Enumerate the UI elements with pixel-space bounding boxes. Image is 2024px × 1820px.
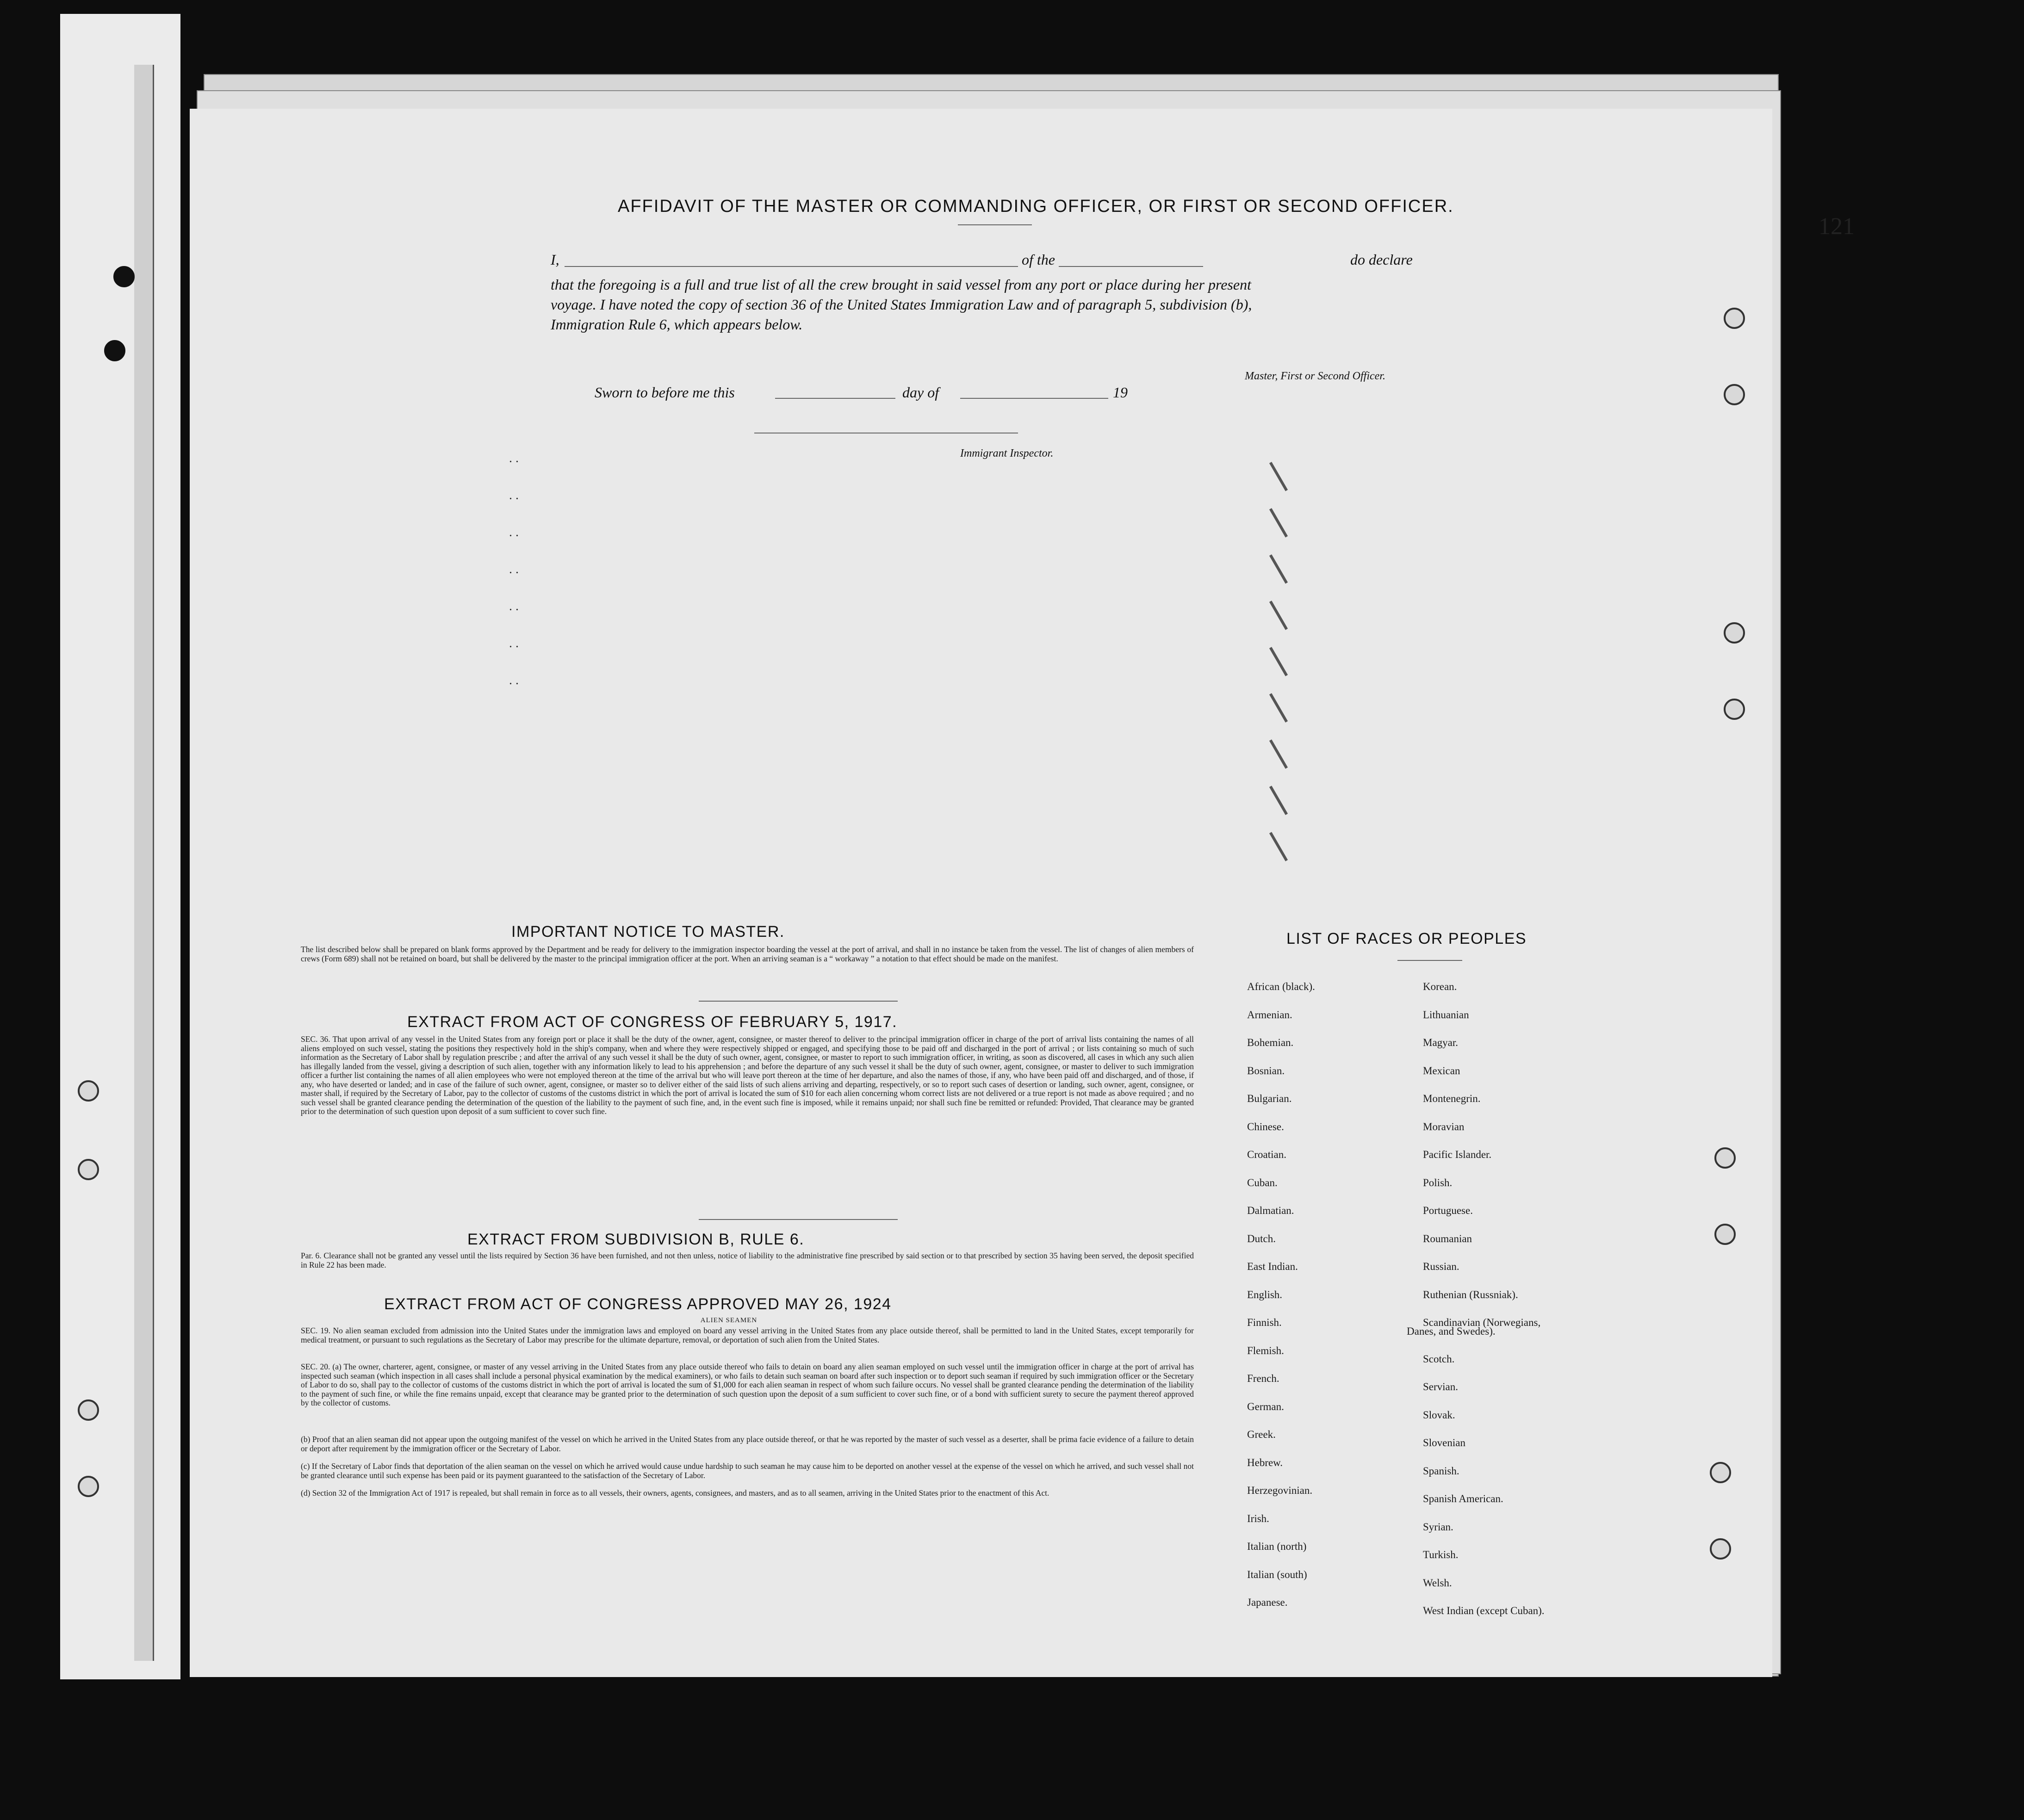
race-item: Croatian. [1247,1149,1286,1160]
check-mark [1269,462,1288,491]
affidavit-title: AFFIDAVIT OF THE MASTER OR COMMANDING OFFICER, OR FIRST OR SECOND OFFICER. [618,197,1454,216]
race-item: Scotch. [1423,1353,1455,1365]
race-item: Japanese. [1247,1597,1288,1608]
section-rule [699,1219,898,1220]
race-item: Spanish. [1423,1465,1459,1477]
inspector-label: Immigrant Inspector. [960,447,1054,459]
notice-text: The list described below shall be prepared on blank forms approved by the Department and be ready for delivery to the immigration inspector boarding the vessel at the port of arrival, and shall in no instance be taken from the vessel. The list of changes of alien members of crews (Form 689) shall not be retained on board, but shall be delivered by the master to the principal immigration officer at the port. When an arriving seaman is a “ workaway ” a notation to that effect should be made on the manifest. [301,945,1194,963]
document-page [190,109,1772,1677]
race-item: Pacific Islander. [1423,1149,1492,1160]
race-item: Greek. [1247,1429,1276,1440]
check-mark [1269,647,1288,676]
race-item: Bohemian. [1247,1037,1294,1048]
year-label: 19 [1113,384,1128,401]
race-item: Bulgarian. [1247,1093,1292,1104]
race-item: Korean. [1423,981,1457,992]
race-item: Slovenian [1423,1437,1465,1449]
binder-strip [60,14,180,1679]
race-item: African (black). [1247,981,1315,992]
punch-hole [78,1476,99,1497]
extract-1917-title: EXTRACT FROM ACT OF CONGRESS OF FEBRUARY 5, 1917. [407,1013,898,1031]
punch-hole [1724,384,1745,405]
race-item: Slovak. [1423,1409,1455,1421]
page-stack-edge [134,65,154,1661]
sworn-label: Sworn to before me this [595,384,735,401]
day-of-label: day of [902,384,939,401]
race-continuation: Danes, and Swedes). [1407,1325,1496,1337]
race-item: Turkish. [1423,1549,1459,1560]
extract-1924-subtitle: ALIEN SEAMEN [700,1317,757,1324]
extract-1924-sec20c: (c) If the Secretary of Labor finds that deportation of the alien seaman on the vessel on which he arrived would cause undue hardship to such seaman he may cause him to be deported on another vessel at the expense of the vessel on which he arrived, and such vessel shall not be granted clearance until such expense has been paid or its payment guaranteed to the satisfaction of the Secretary of Labor. [301,1461,1194,1480]
extract-1924-sec20: SEC. 20. (a) The owner, charterer, agent, consignee, or master of any vessel arriving in the United States from any place outside thereof who fails to detain on board any alien seaman employed on such vessel until the immigration officer in charge at the port of arrival has inspected such seaman (which inspection in all cases shall include a personal physical examination by the medical examiners), or who fails to detain such seaman on board after such inspection or to deport such seaman if required by such immigration officer or the Secretary of Labor to do so, shall pay to the collector of customs of the customs district in which the port of arrival is located the sum of $1,000 for each alien seaman in respect of whom such failure occurs. No vessel shall be granted clearance pending the determination of the liability to the payment of such fine, or while the fine remains unpaid, except that clearance may be granted prior to the determination of such question upon the deposit of a sum sufficient to cover such fine, or of a bond with sufficient surety to secure the payment thereof approved by the collector of customs. [301,1362,1194,1407]
title-rule [958,224,1032,225]
check-mark [1269,693,1288,723]
check-mark [1269,739,1288,769]
affidavit-line3: voyage. I have noted the copy of section 36 of the United States Immigration Law and of paragraph 5, subdivision (b), [551,296,1252,313]
affidavit-i: I, [551,251,559,268]
stray-mark: . . [509,636,519,650]
race-item: Montenegrin. [1423,1093,1481,1104]
race-item: Mexican [1423,1065,1460,1077]
punch-hole [78,1399,99,1421]
notice-title: IMPORTANT NOTICE TO MASTER. [511,923,785,941]
punch-hole [1714,1224,1736,1245]
race-item: English. [1247,1288,1283,1300]
month-blank [960,398,1108,399]
races-title: LIST OF RACES OR PEOPLES [1286,930,1527,947]
master-signature-label: Master, First or Second Officer. [1245,370,1385,382]
race-item: French. [1247,1373,1279,1384]
race-item: Finnish. [1247,1317,1282,1328]
stray-mark: . . [509,673,519,687]
race-item: Italian (south) [1247,1568,1307,1580]
race-item: German. [1247,1400,1284,1412]
extract-1924-sec20d: (d) Section 32 of the Immigration Act of 1917 is repealed, but shall remain in force as to all vessels, their owners, agents, consignees, and masters, and as to all seamen, arriving in the United States prior to the enactment of this Act. [301,1488,1049,1498]
section-rule [699,1001,898,1002]
extract-1924-title: EXTRACT FROM ACT OF CONGRESS APPROVED MAY 26, 1924 [384,1295,892,1313]
race-item: Lithuanian [1423,1009,1469,1021]
race-item: Spanish American. [1423,1493,1503,1504]
race-item: Ruthenian (Russniak). [1423,1288,1518,1300]
stray-mark: . . [509,525,519,539]
race-item: Russian. [1423,1261,1459,1272]
race-item: Italian (north) [1247,1541,1307,1552]
extract-rule6-title: EXTRACT FROM SUBDIVISION B, RULE 6. [467,1231,805,1248]
punch-hole [104,340,125,361]
stray-mark: . . [509,488,519,502]
check-mark [1269,554,1288,584]
name-blank [565,266,1203,267]
check-mark [1269,786,1288,815]
race-item: Syrian. [1423,1521,1453,1533]
race-item: Dalmatian. [1247,1205,1294,1216]
extract-rule6-text: Par. 6. Clearance shall not be granted any vessel until the lists required by Section 36 have been furnished, and not then unless, notice of liability to the administrative fine prescribed by said section or to that prescribed by section 35 having been served, the deposit specified in Rule 22 has been made. [301,1251,1194,1269]
punch-hole [1724,308,1745,329]
check-mark [1269,508,1288,538]
race-item: Servian. [1423,1381,1459,1393]
race-item: Cuban. [1247,1176,1278,1189]
punch-hole [113,266,135,287]
race-item: Bosnian. [1247,1065,1285,1077]
check-mark [1269,832,1288,861]
race-item: Polish. [1423,1176,1453,1189]
day-blank [775,398,895,399]
races-rule [1397,960,1462,961]
race-item: East Indian. [1247,1261,1298,1272]
race-item: Chinese. [1247,1120,1284,1133]
extract-1924-sec20b: (b) Proof that an alien seaman did not appear upon the outgoing manifest of the vessel on which he arrived in the United States from any place outside thereof, or that he was reported by the master of such vessel as a deserter, shall be prima facie evidence of a failure to detain or deport after requirement by the immigration officer or the Secretary of Labor. [301,1435,1194,1453]
race-item: Dutch. [1247,1232,1276,1244]
race-item: Portuguese. [1423,1205,1473,1216]
affidavit-of-the: of the [1018,251,1059,268]
check-mark [1269,600,1288,630]
stray-mark: . . [509,599,519,613]
punch-hole [1724,699,1745,720]
extract-1917-text: SEC. 36. That upon arrival of any vessel in the United States from any foreign port or place it shall be the duty of the owner, agent, consignee, or master thereof to deliver to the principal immigration officer in charge of the port of arrival lists containing the names of all aliens employed on such vessel, stating the positions they respectively hold in the ship's company, when and where they were respectively shipped or engaged, and specifying those to be paid off and discharged in the port of arrival ; or lists containing so much of such information as the Secretary of Labor shall by regulation prescribe ; and after the arrival of any such vessel it shall be the duty of such owner, agent, consignee, or master to report to such immigration officer, in writing, as soon as discovered, all cases in which any such alien has illegally landed from the vessel, giving a description of such alien, together with any information likely to lead to his apprehension ; and before the departure of any such vessel it shall be the duty of such owner, agent, consignee, or master to deliver to such immigration officer a further list containing the names of all alien employees who were not employed thereon at the time of the arrival but who will leave port thereon at the time of her departure, and also the names of those, if any, who have been paid off and discharged, and of those, if any, who have deserted or landed; and in case of the failure of such owner, agent, consignee, or master so to deliver either of the said lists of such aliens arriving and departing, respectively, or so to report such cases of desertion or landing, such owner, agent, consignee, or master shall, if required by the Secretary of Labor, pay to the collector of customs of the customs district in which the port of arrival is located the sum of $10 for each alien concerning whom correct lists are not delivered or a true report is not made as above required ; and no such vessel shall be granted clearance pending the determination of the question of the liability to the payment of such fine, and, in the event such fine is imposed, while it remains unpaid; nor shall such fine be remitted or refunded: Provided, That clearance may be granted prior to the determination of such question upon deposit of a sum sufficient to cover such fine. [301,1034,1194,1116]
affidavit-line2: that the foregoing is a full and true list of all the crew brought in said vessel from any port or place during her present [551,276,1251,293]
race-item: Armenian. [1247,1009,1292,1021]
race-item: Moravian [1423,1120,1465,1133]
extract-1924-sec19: SEC. 19. No alien seaman excluded from admission into the United States under the immigration laws and employed on board any vessel arriving in the United States from any place outside thereof, shall be permitted to land in the United States, except temporarily for medical treatment, or pursuant to such regulations as the Secretary of Labor may prescribe for the ultimate departure, removal, or deportation of such alien from the United States. [301,1326,1194,1344]
punch-hole [1714,1147,1736,1169]
race-item: Hebrew. [1247,1456,1283,1468]
race-item: Roumanian [1423,1232,1472,1244]
punch-hole [1724,622,1745,644]
stray-mark: . . [509,562,519,576]
race-item: Herzegovinian. [1247,1485,1313,1496]
race-item: Magyar. [1423,1037,1459,1048]
punch-hole [78,1159,99,1180]
affidavit-line4: Immigration Rule 6, which appears below. [551,316,803,333]
stray-mark: . . [509,451,519,465]
race-item: Irish. [1247,1512,1269,1524]
race-item: Scandinavian (Norwegians, [1423,1317,1541,1328]
race-item: Flemish. [1247,1344,1284,1356]
punch-hole [1710,1462,1731,1483]
punch-hole [1710,1538,1731,1560]
punch-hole [78,1080,99,1102]
folio-number: 121 [1819,213,1855,240]
race-item: West Indian (except Cuban). [1423,1605,1545,1616]
affidavit-declare: do declare [1347,251,1416,268]
race-item: Welsh. [1423,1577,1452,1589]
